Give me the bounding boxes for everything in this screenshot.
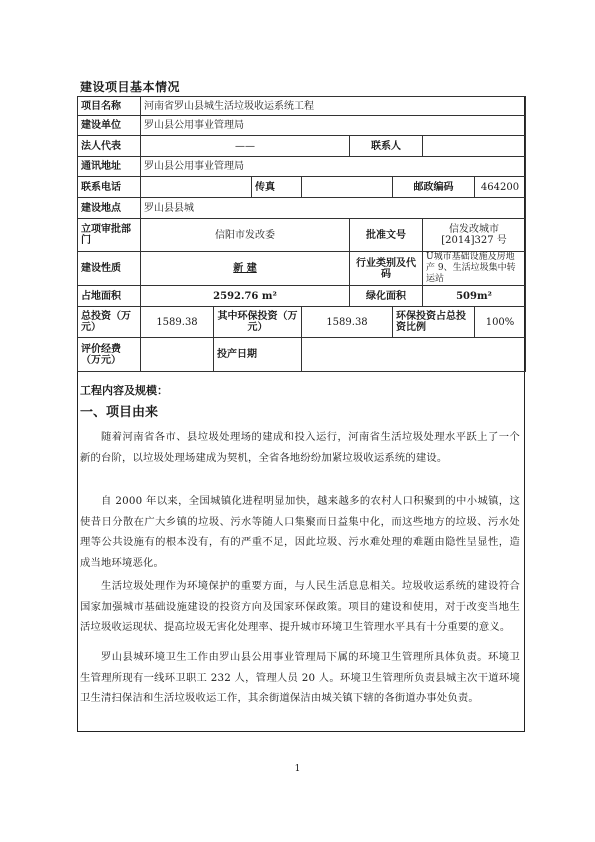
production-date-value — [302, 338, 526, 372]
builder-label: 建设单位 — [78, 116, 141, 136]
row-nature — [78, 252, 526, 286]
eval-fee-value — [141, 338, 214, 372]
legal-rep-label: 法人代表 — [78, 136, 141, 157]
industry-label: 行业类别及代码 — [350, 252, 423, 286]
env-ratio-label: 环保投资占总投资比例 — [393, 307, 475, 338]
nature-label: 建设性质 — [78, 252, 141, 286]
paragraph-2: 自 2000 年以来，全国城镇化进程明显加快，越来越多的农村人口积聚到的中小城镇，这使昔日分散在广大乡镇的垃圾、污水等随人口集聚而日益集中化，而这些地方的垃圾、污水处理等公共设施有的根本没有，有的严重不足，因此垃圾、污水难处理的难题由隐性呈显性，造成当地环境恶化。 — [80, 495, 520, 569]
row-legal-rep — [78, 136, 526, 157]
row-area — [78, 286, 526, 307]
env-investment-value: 1589.38 — [302, 307, 393, 338]
area-label: 占地面积 — [78, 286, 141, 307]
row-approval — [78, 219, 526, 252]
env-investment-label: 其中环保投资（万元） — [214, 307, 302, 338]
env-ratio-value: 100% — [475, 307, 526, 338]
content-heading: 工程内容及规模： — [80, 384, 168, 397]
approval-doc-label: 批准文号 — [350, 219, 423, 252]
total-investment-label: 总投资（万元） — [78, 307, 141, 338]
phone-label: 联系电话 — [78, 177, 141, 198]
project-info-table — [77, 96, 526, 372]
industry-value: U城市基础设施及房地产 9、生活垃圾集中转运站 — [423, 252, 526, 286]
paragraph-3: 生活垃圾处理作为环境保护的重要方面，与人民生活息息相关。垃圾收运系统的建设符合国家加强城市基础设施建设的投资方向及国家环保政策。项目的建设和使用，对于改变当地生活垃圾收运现状、提高垃圾无害化处理率、提升城市环境卫生管理水平具有十分重要的意义。 — [80, 580, 520, 633]
row-address — [78, 157, 526, 177]
project-name-label: 项目名称 — [78, 97, 141, 116]
production-date-label: 投产日期 — [214, 338, 302, 372]
row-phone — [78, 177, 526, 198]
approval-doc-value: 信发改城市[2014]327 号 — [423, 219, 526, 252]
row-investment — [78, 307, 526, 338]
paragraph-4: 罗山县城环境卫生工作由罗山县公用事业管理局下属的环境卫生管理所具体负责。环境卫生管理所现有一线环卫职工 232 人，管理人员 20 人。环境卫生管理所负责县城主次干道环境卫生清扫保洁和生活垃圾收运工作，其余街道保洁由城关镇下辖的各街道办事处负责。 — [80, 651, 520, 704]
postcode-label: 邮政编码 — [393, 177, 475, 198]
page-title: 建设项目基本情况 — [80, 80, 181, 94]
legal-rep-value: —— — [141, 136, 350, 157]
builder-value: 罗山县公用事业管理局 — [141, 116, 526, 136]
row-site — [78, 198, 526, 219]
row-eval-fee — [78, 338, 526, 372]
area-value: 2592.76 m² — [141, 286, 350, 307]
eval-fee-label: 评价经费（万元） — [78, 338, 141, 372]
approval-dept-label: 立项审批部门 — [78, 219, 141, 252]
fax-label: 传真 — [252, 177, 302, 198]
contact-value — [423, 136, 526, 157]
project-name-value: 河南省罗山县城生活垃圾收运系统工程 — [141, 97, 526, 116]
section-title: 一、项目由来 — [80, 405, 159, 420]
row-builder — [78, 116, 526, 136]
site-value: 罗山县县城 — [141, 198, 526, 219]
postcode-value: 464200 — [475, 177, 526, 198]
fax-value — [302, 177, 393, 198]
nature-value: 新 建 — [141, 252, 350, 286]
green-area-value: 509m² — [423, 286, 526, 307]
row-project-name — [78, 97, 526, 116]
total-investment-value: 1589.38 — [141, 307, 214, 338]
approval-dept-value: 信阳市发改委 — [141, 219, 350, 252]
address-value: 罗山县公用事业管理局 — [141, 157, 526, 177]
address-label: 通讯地址 — [78, 157, 141, 177]
contact-label: 联系人 — [350, 136, 423, 157]
paragraph-1: 随着河南省各市、县垃圾处理场的建成和投入运行，河南省生活垃圾处理水平跃上了一个新的台阶，以垃圾处理场建成为契机，全省各地纷纷加紧垃圾收运系统的建设。 — [80, 431, 520, 464]
green-area-label: 绿化面积 — [350, 286, 423, 307]
page-number: 1 — [294, 764, 301, 774]
site-label: 建设地点 — [78, 198, 141, 219]
phone-value — [141, 177, 252, 198]
